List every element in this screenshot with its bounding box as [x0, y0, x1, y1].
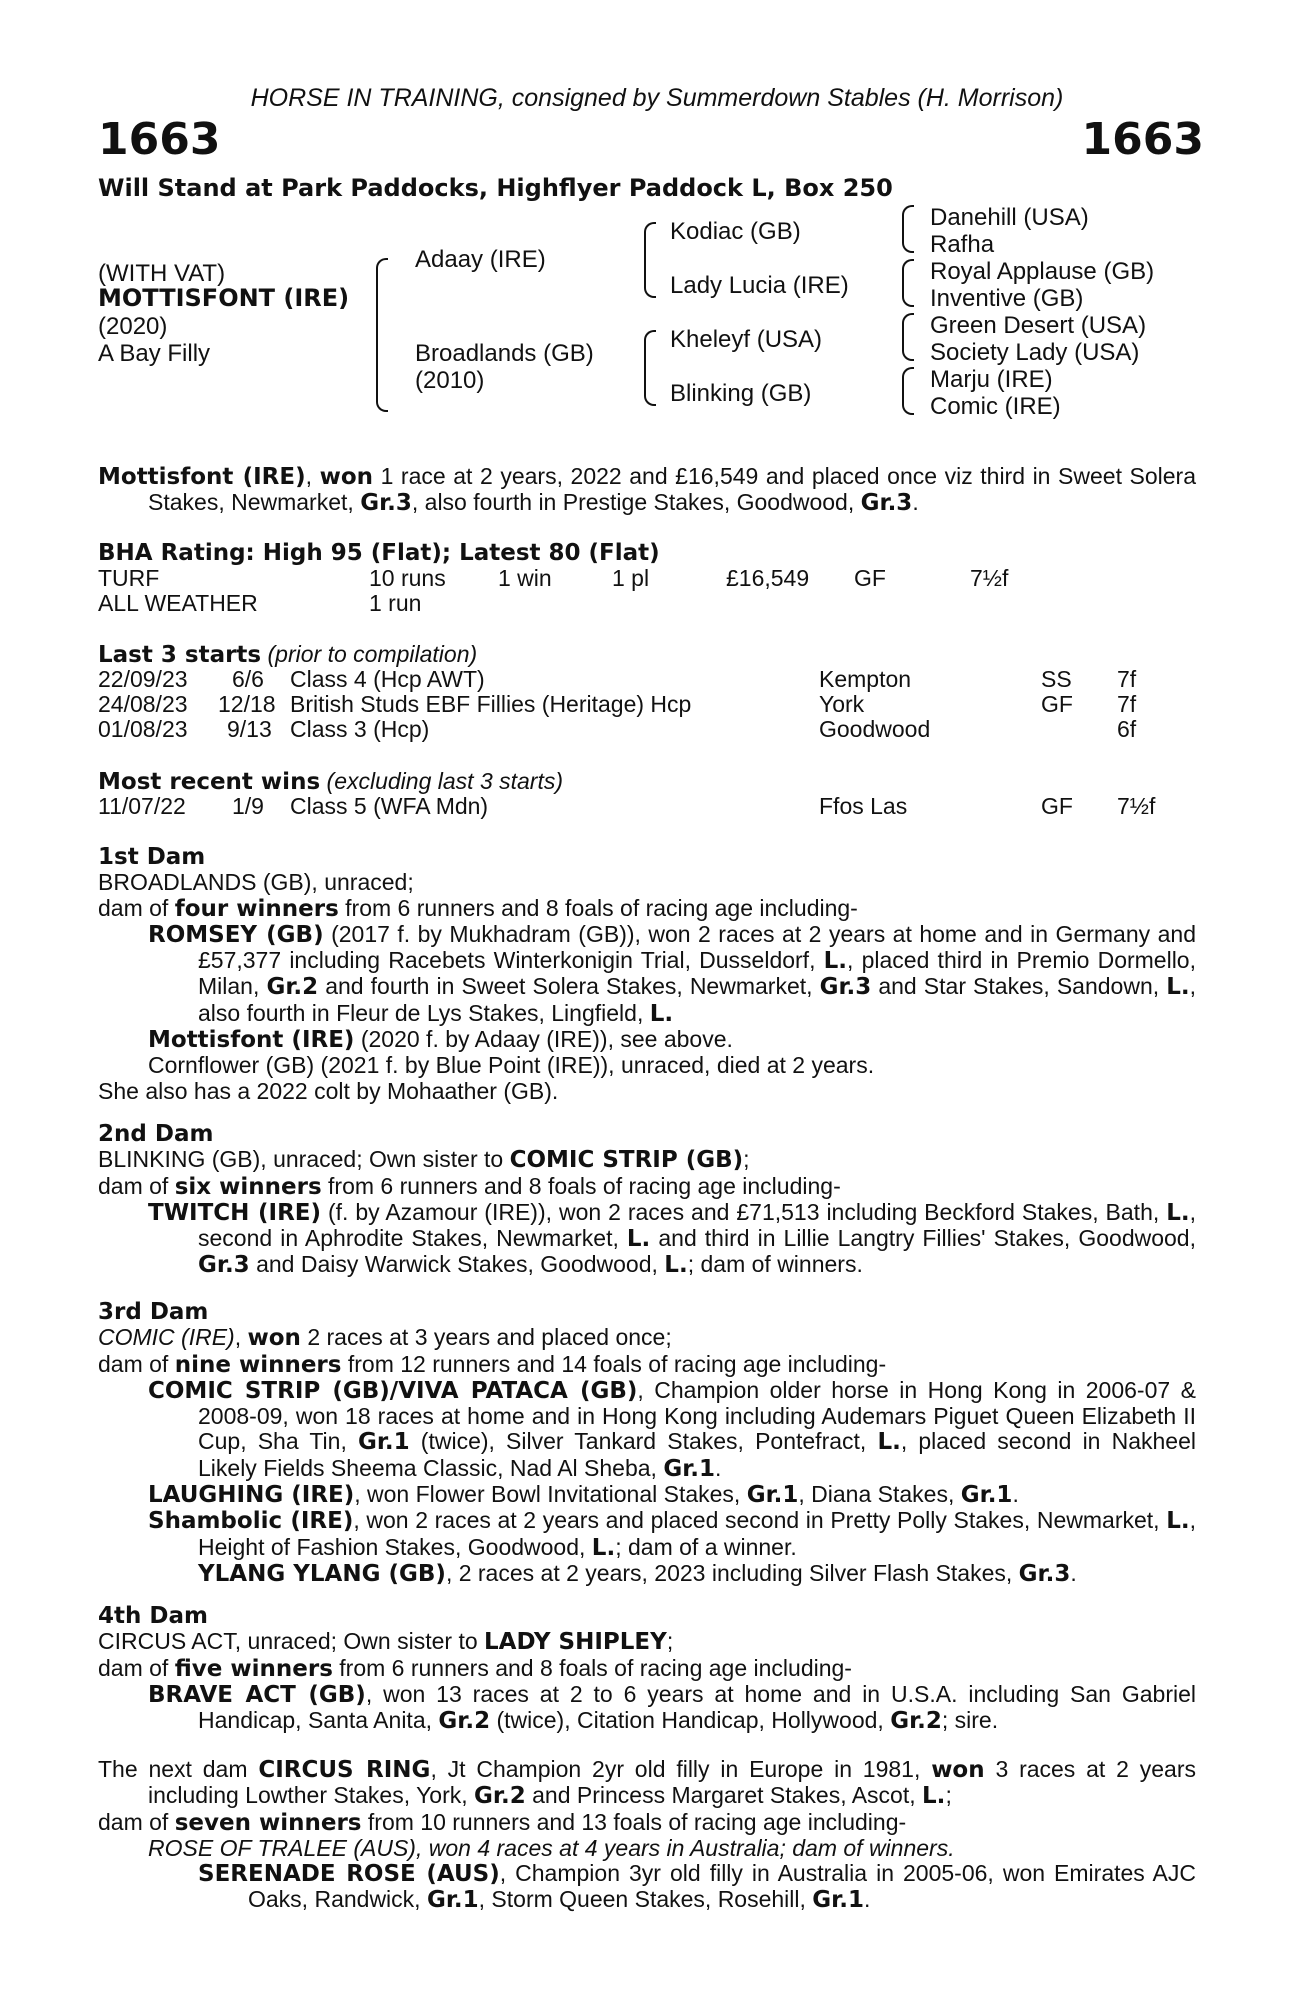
fourth-dam-sister: LADY SHIPLEY: [484, 1629, 667, 1656]
ggdam-4: Comic (IRE): [930, 393, 1061, 420]
second-dam-text: ;: [743, 1146, 750, 1173]
third-dam-name: COMIC (IRE): [98, 1324, 235, 1351]
produce-text: (twice), Citation Handicap, Hollywood,: [490, 1707, 891, 1734]
start-race: Class 4 (Hcp AWT): [290, 666, 485, 692]
first-dam-heading: 1st Dam: [98, 844, 206, 870]
produce-name: ROSE OF TRALEE (AUS): [148, 1834, 416, 1861]
next-dam-text: , Jt Champion 2yr old filly in Europe in 1981,: [430, 1756, 932, 1782]
produce-text: and third in Lillie Langtry Fillies' Stakes, Goodwood,: [650, 1225, 1196, 1252]
produce-name: YLANG YLANG (GB): [198, 1560, 446, 1587]
next-dam-text: The next dam: [98, 1756, 259, 1782]
produce-text: and fourth in Sweet Solera Stakes, Newmarket,: [318, 973, 820, 1000]
win-going: GF: [1041, 793, 1073, 819]
third-dam-winners: nine winners: [174, 1351, 342, 1378]
start-distance: 7f: [1117, 691, 1137, 717]
recent-wins-note: (excluding last 3 starts): [320, 768, 564, 794]
next-dam-won: won: [931, 1757, 985, 1783]
win-course: Ffos Las: [819, 793, 908, 819]
second-dam-heading: 2nd Dam: [98, 1121, 214, 1147]
next-dam-section: The next dam CIRCUS RING, Jt Champion 2yr old filly in Europe in 1981, won 3 races at 2 years including Lowther Stakes, York, Gr.2 and Princess Margaret Stakes, Ascot, L.; dam of seven winners from 10 runners and 13 foals of racing age including- ROSE OF TRALEE (AUS), won 4 races at 4 years in Australia; dam of winners. SERENADE ROSE (AUS), Champion 3yr old filly in Australia in 2005-06, won Emirates AJC Oaks, Randwick, Gr.1, Storm Queen Stakes, Rosehill, Gr.1.: [98, 1756, 1196, 1914]
next-dam-text: and Princess Margaret Stakes, Ascot,: [525, 1782, 923, 1809]
produce-grade: Gr.1: [960, 1482, 1013, 1509]
horse-year: (2020): [98, 313, 168, 340]
produce-text: , won 13 races at 2 to 6 years at home and in U.S.A. including San Gabriel Handicap, Santa Anita,: [198, 1680, 1196, 1734]
produce-name: TWITCH (IRE): [148, 1199, 322, 1226]
start-going: SS: [1041, 666, 1072, 692]
produce-name: LAUGHING (IRE): [148, 1482, 355, 1509]
summary-grade: Gr.3: [360, 490, 412, 517]
second-dam-text: from 6 runners and 8 foals of racing age including-: [321, 1172, 841, 1199]
start-course: Goodwood: [819, 716, 931, 742]
vat-note: (WITH VAT): [98, 260, 226, 287]
produce-grade: L.: [626, 1226, 651, 1253]
produce-text: , also fourth in Fleur de Lys Stakes, Lingfield,: [198, 973, 1196, 1026]
pedigree-bracket-dam: [644, 330, 656, 406]
consignment-header: HORSE IN TRAINING, consigned by Summerdown Stables (H. Morrison): [250, 84, 1064, 112]
pedigree-bracket-main: [376, 258, 388, 412]
produce-grade: L.: [591, 1534, 616, 1561]
pedigree-bracket-g3: [902, 313, 914, 361]
produce-text: ; dam of a winner.: [615, 1533, 797, 1560]
third-dam-heading: 3rd Dam: [98, 1299, 209, 1325]
produce-text: ; dam of winners.: [687, 1251, 863, 1278]
third-dam-text: 2 races at 3 years and placed once;: [300, 1324, 672, 1351]
summary-text: , also fourth in Prestige Stakes, Goodwood,: [411, 489, 861, 516]
last-starts-title: Last 3 starts: [98, 642, 262, 668]
start-date: 01/08/23: [98, 716, 188, 742]
recent-wins-heading: [98, 769, 1196, 795]
produce-text: , placed third in Premio Dormello, Milan,: [198, 947, 1196, 1000]
dam: Broadlands (GB): [415, 340, 594, 367]
first-dam-text: from 6 runners and 8 foals of racing age including-: [338, 894, 858, 921]
race-summary: Mottisfont (IRE), won 1 race at 2 years, 2022 and £16,549 and placed once viz third in Sweet Solera Stakes, Newmarket, Gr.3, also fourth in Prestige Stakes, Goodwood, Gr.3.: [98, 463, 1196, 517]
ggsire-2: Royal Applause (GB): [930, 258, 1155, 285]
produce-name: Shambolic (IRE): [148, 1508, 354, 1535]
rating-going: GF: [854, 565, 886, 591]
start-race: Class 3 (Hcp): [290, 716, 430, 742]
recent-wins-title: Most recent wins: [98, 769, 321, 795]
start-distance: 7f: [1117, 666, 1137, 692]
horse-name: MOTTISFONT (IRE): [98, 284, 350, 312]
produce-grade: Gr.1: [426, 1887, 479, 1914]
produce-grade: L.: [649, 1000, 674, 1027]
produce-grade: Gr.1: [812, 1887, 864, 1914]
ggsire-1: Danehill (USA): [930, 204, 1089, 231]
rating-places: 1 pl: [612, 565, 650, 591]
produce-name: Mottisfont (IRE): [148, 1027, 355, 1054]
dam-year: (2010): [415, 367, 485, 394]
next-dam-name: CIRCUS RING: [258, 1757, 431, 1783]
produce-text: (twice), Silver Tankard Stakes, Pontefract,: [409, 1428, 878, 1455]
ggdam-3: Society Lady (USA): [930, 339, 1140, 366]
last-starts-table: [98, 667, 1198, 743]
produce-text: , won 2 races at 2 years and placed second in Pretty Polly Stakes, Newmarket,: [353, 1507, 1167, 1534]
rating-heading: [98, 541, 1196, 566]
sire-dam: Lady Lucia (IRE): [670, 272, 849, 299]
summary-text: 1 race at 2 years, 2022 and £16,549 and placed once viz third in Sweet Solera Stakes, Newmarket,: [148, 463, 1196, 516]
produce-text: (2020 f. by Adaay (IRE)), see above.: [354, 1026, 733, 1053]
pedigree-bracket-sire: [644, 222, 656, 298]
produce-grade: Gr.3: [198, 1252, 250, 1279]
rating-wins: 1 win: [498, 565, 552, 591]
ggsire-4: Marju (IRE): [930, 366, 1053, 393]
produce-text: , placed second in Nakheel Likely Fields Sheema Classic, Nad Al Sheba,: [198, 1428, 1196, 1481]
start-date: 24/08/23: [98, 691, 188, 717]
start-race: British Studs EBF Fillies (Heritage) Hcp: [290, 691, 692, 717]
start-position: 12/18: [218, 691, 276, 717]
rating-surface: TURF: [98, 565, 160, 591]
start-position: 6/6: [232, 666, 264, 692]
rating-heading-text: BHA Rating: High 95 (Flat); Latest 80 (Flat): [98, 540, 660, 566]
second-dam-text: dam of: [98, 1172, 175, 1199]
rating-runs: 1 run: [369, 590, 422, 616]
summary-horse-name: Mottisfont (IRE): [98, 464, 306, 490]
next-dam-text: 3 races at 2 years including Lowther Stakes, York,: [148, 1756, 1196, 1809]
pedigree-bracket-g1: [902, 205, 914, 253]
produce-grade: L.: [877, 1429, 901, 1456]
fourth-dam-text: dam of: [98, 1654, 175, 1681]
win-position: 1/9: [232, 793, 264, 819]
next-dam-grade: L.: [922, 1783, 946, 1810]
produce-grade: Gr.3: [819, 974, 872, 1001]
third-dam-won: won: [247, 1325, 301, 1352]
stand-location: Will Stand at Park Paddocks, Highflyer Paddock L, Box 250: [98, 174, 893, 202]
fourth-dam-winners: five winners: [174, 1655, 333, 1682]
next-dam-grade: Gr.2: [474, 1783, 526, 1810]
produce-text: and Daisy Warwick Stakes, Goodwood,: [249, 1251, 665, 1278]
produce-grade: L.: [1166, 1508, 1190, 1535]
produce-grade: L.: [664, 1252, 688, 1279]
produce-line: Cornflower (GB) (2021 f. by Blue Point (IRE)), unraced, died at 2 years.: [148, 1052, 875, 1079]
lot-number-left: 1663: [98, 114, 221, 165]
produce-grade: Gr.2: [890, 1708, 942, 1735]
fourth-dam-text: ;: [666, 1628, 674, 1655]
start-distance: 6f: [1117, 716, 1137, 742]
produce-text: (2017 f. by Mukhadram (GB)), won 2 races at 2 years at home and in Germany and £57,377 including Racebets Winterkonigin Trial, Dusseldorf,: [198, 920, 1196, 974]
next-dam-text: dam of: [98, 1808, 175, 1835]
third-dam-section: 3rd Dam COMIC (IRE), won 2 races at 3 years and placed once; dam of nine winners from 12 runners and 14 foals of racing age including- COMIC STRIP (GB)/VIVA PATACA (GB), Champion older horse in Hong Kong in 2006-07 & 2008-09, won 18 races at home and in Hong Kong including Audemars Piguet Queen Elizabeth II Cup, Sha Tin, Gr.1 (twice), Silver Tankard Stakes, Pontefract, L., placed second in Nakheel Likely Fields Sheema Classic, Nad Al Sheba, Gr.1. LAUGHING (IRE), won Flower Bowl Invitational Stakes, Gr.1, Diana Stakes, Gr.1. Shambolic (IRE), won 2 races at 2 years and placed second in Pretty Polly Stakes, Newmarket, L., Height of Fashion Stakes, Goodwood, L.; dam of a winner. YLANG YLANG (GB), 2 races at 2 years, 2023 including Silver Flash Stakes, Gr.3.: [98, 1299, 1196, 1587]
fourth-dam-heading: 4th Dam: [98, 1603, 208, 1629]
produce-grade: Gr.1: [746, 1482, 799, 1509]
second-dam-text: BLINKING (GB), unraced; Own sister to: [98, 1146, 510, 1173]
produce-name: COMIC STRIP (GB)/VIVA PATACA (GB): [148, 1377, 638, 1404]
last-starts-heading: [98, 642, 1196, 668]
pedigree-bracket-g2: [902, 259, 914, 307]
produce-grade: Gr.3: [1018, 1560, 1071, 1587]
win-date: 11/07/22: [98, 793, 186, 819]
produce-text: , Champion older horse in Hong Kong in 2006-07 & 2008-09, won 18 races at home and in Hong Kong including Audemars Piguet Queen Elizabeth II Cup, Sha Tin,: [198, 1376, 1196, 1455]
dam-dam: Blinking (GB): [670, 380, 812, 407]
ggsire-3: Green Desert (USA): [930, 312, 1147, 339]
sire: Adaay (IRE): [415, 246, 546, 273]
summary-grade: Gr.3: [860, 490, 913, 517]
rating-surface: ALL WEATHER: [98, 590, 258, 616]
lot-number-right: 1663: [1081, 114, 1204, 165]
rating-table: [98, 566, 1198, 618]
fourth-dam-text: from 6 runners and 8 foals of racing age including-: [332, 1654, 852, 1681]
ggdam-2: Inventive (GB): [930, 285, 1084, 312]
third-dam-text: from 12 runners and 14 foals of racing age including-: [341, 1350, 887, 1377]
recent-wins-table: [98, 794, 1198, 820]
produce-grade: Gr.2: [266, 974, 319, 1001]
rating-distance: 7½f: [970, 565, 1009, 591]
start-course: York: [819, 691, 865, 717]
produce-name: SERENADE ROSE (AUS): [198, 1861, 500, 1888]
dam-sire: Kheleyf (USA): [670, 326, 823, 353]
rating-runs: 10 runs: [369, 565, 446, 591]
next-dam-winners: seven winners: [174, 1809, 362, 1836]
win-race: Class 5 (WFA Mdn): [290, 793, 489, 819]
sire-sire: Kodiac (GB): [670, 218, 801, 245]
start-going: GF: [1041, 691, 1073, 717]
produce-name: ROMSEY (GB): [148, 921, 324, 948]
first-dam-line: BROADLANDS (GB), unraced;: [98, 869, 414, 896]
ggdam-1: Rafha: [930, 231, 995, 258]
fourth-dam-section: [98, 1604, 1196, 1734]
fourth-dam-text: CIRCUS ACT, unraced; Own sister to: [98, 1628, 485, 1655]
produce-text: , won Flower Bowl Invitational Stakes,: [354, 1481, 747, 1508]
produce-name: BRAVE ACT (GB): [148, 1681, 366, 1708]
produce-text: and Star Stakes, Sandown,: [871, 973, 1167, 1000]
produce-grade: Gr.1: [663, 1455, 716, 1482]
first-dam-section: [98, 845, 1196, 1104]
produce-text: , 2 races at 2 years, 2023 including Silver Flash Stakes,: [445, 1559, 1019, 1586]
summary-won: won: [319, 464, 374, 490]
produce-text: , Storm Queen Stakes, Rosehill,: [478, 1886, 813, 1913]
start-position: 9/13: [227, 716, 272, 742]
produce-text: , won 4 races at 4 years in Australia; dam of winners.: [415, 1834, 955, 1861]
produce-text: , Height of Fashion Stakes, Goodwood,: [198, 1507, 1196, 1560]
produce-grade: L.: [1166, 1199, 1190, 1226]
produce-text: , second in Aphrodite Stakes, Newmarket,: [198, 1198, 1196, 1252]
produce-text: , Champion 3yr old filly in Australia in 2005-06, won Emirates AJC Oaks, Randwick,: [248, 1860, 1196, 1913]
first-dam-footnote: She also has a 2022 colt by Mohaather (GB).: [98, 1077, 559, 1104]
pedigree-bracket-g4: [902, 367, 914, 415]
next-dam-text: from 10 runners and 13 foals of racing age including-: [361, 1808, 907, 1835]
produce-grade: Gr.2: [438, 1708, 491, 1735]
last-starts-note: (prior to compilation): [261, 641, 478, 667]
produce-text: , Diana Stakes,: [798, 1481, 961, 1508]
rating-earnings: £16,549: [726, 565, 810, 591]
first-dam-text: dam of: [98, 894, 175, 921]
produce-text: (f. by Azamour (IRE)), won 2 races and £71,513 including Beckford Stakes, Bath,: [321, 1198, 1167, 1225]
start-date: 22/09/23: [98, 666, 188, 692]
produce-text: ; sire.: [941, 1707, 999, 1734]
second-dam-winners: six winners: [174, 1173, 322, 1200]
win-distance: 7½f: [1117, 793, 1156, 819]
horse-description: A Bay Filly: [98, 340, 211, 367]
produce-grade: L.: [823, 948, 848, 975]
third-dam-text: dam of: [98, 1350, 175, 1377]
second-dam-sister: COMIC STRIP (GB): [509, 1147, 744, 1174]
start-course: Kempton: [819, 666, 912, 692]
first-dam-winners: four winners: [174, 895, 339, 922]
produce-grade: Gr.1: [357, 1429, 410, 1456]
produce-grade: L.: [1166, 974, 1190, 1001]
next-dam-text: ;: [945, 1782, 952, 1809]
summary-text: .: [912, 489, 919, 516]
second-dam-section: [98, 1122, 1196, 1279]
